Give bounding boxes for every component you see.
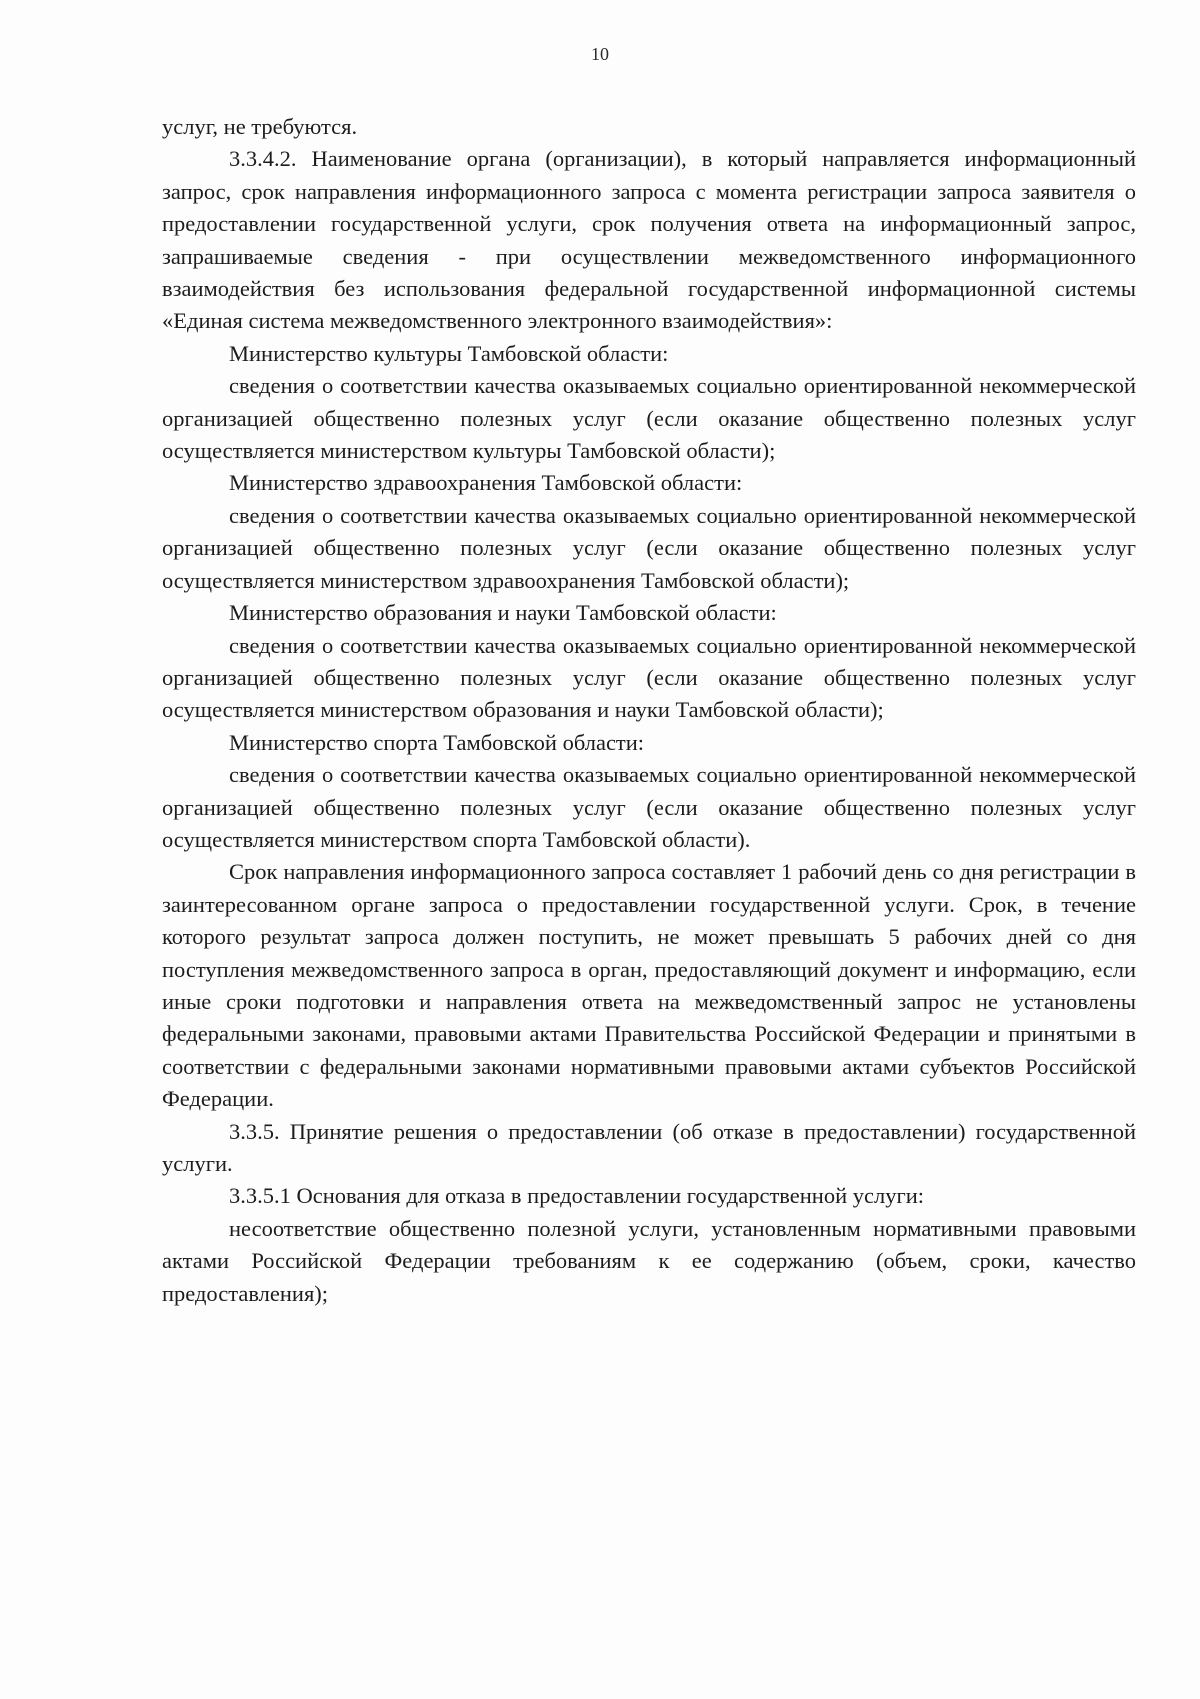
paragraph-continuation: услуг, не требуются. [162, 114, 358, 139]
paragraph-refusal-ground: несоответствие общественно полезной услуги, установленным нормативными правовыми актами Российской Федерации требованиям к ее содержанию (объем, сроки, качество предоставления); [162, 1215, 1136, 1306]
paragraph-ministry-education: Министерство образования и науки Тамбовской области: [229, 600, 777, 626]
paragraph-ministry-health: Министерство здравоохранения Тамбовской области: [229, 470, 743, 496]
paragraph-3-3-4-2: 3.3.4.2. Наименование органа (организации), в который направляется информационный запрос, срок направления информационного запроса с момента регистрации запроса заявителя о предоставлении государственной услуги, срок получения ответа на информационный запрос, запрашиваемые сведения - при осуществлении межведомственного информационного взаимодействия без использования федеральной государственной информационной системы «Единая система межведомственного электронного взаимодействия»: [162, 146, 1136, 334]
paragraph-3-3-5-1: 3.3.5.1 Основания для отказа в предоставлении государственной услуги: [229, 1183, 924, 1209]
paragraph-3-3-5: 3.3.5. Принятие решения о предоставлении (об отказе в предоставлении) государственной услуги. [162, 1118, 1136, 1176]
paragraph-education-info: сведения о соответствии качества оказываемых социально ориентированной некоммерческой организацией общественно полезных услуг (если оказание общественно полезных услуг осуществляется министерством образования и науки Тамбовской области); [162, 632, 1136, 723]
paragraph-request-deadline: Срок направления информационного запроса составляет 1 рабочий день со дня регистрации в заинтересованном органе запроса о предоставлении государственной услуги. Срок, в течение которого результат запроса должен поступить, не может превышать 5 рабочих дней со дня поступления межведомственного запроса в орган, предоставляющий документ и информацию, если иные сроки подготовки и направления ответа на межведомственный запрос не установлены федеральными законами, правовыми актами Правительства Российской Федерации и принятыми в соответствии с федеральными законами нормативными правовыми актами субъектов Российской Федерации. [162, 859, 1136, 1112]
paragraph-ministry-sport: Министерство спорта Тамбовской области: [229, 729, 645, 755]
paragraph-sport-info: сведения о соответствии качества оказываемых социально ориентированной некоммерческой организацией общественно полезных услуг (если оказание общественно полезных услуг осуществляется министерством спорта Тамбовской области). [162, 762, 1136, 852]
paragraph-health-info: сведения о соответствии качества оказываемых социально ориентированной некоммерческой организацией общественно полезных услуг (если оказание общественно полезных услуг осуществляется министерством здравоохранения Тамбовской области); [162, 502, 1136, 593]
document-body [162, 111, 1136, 1310]
paragraph-ministry-culture: Министерство культуры Тамбовской области: [229, 340, 669, 366]
paragraph-culture-info: сведения о соответствии качества оказываемых социально ориентированной некоммерческой организацией общественно полезных услуг (если оказание общественно полезных услуг осуществляется министерством культуры Тамбовской области); [162, 373, 1136, 464]
page-number: 10 [591, 44, 609, 64]
